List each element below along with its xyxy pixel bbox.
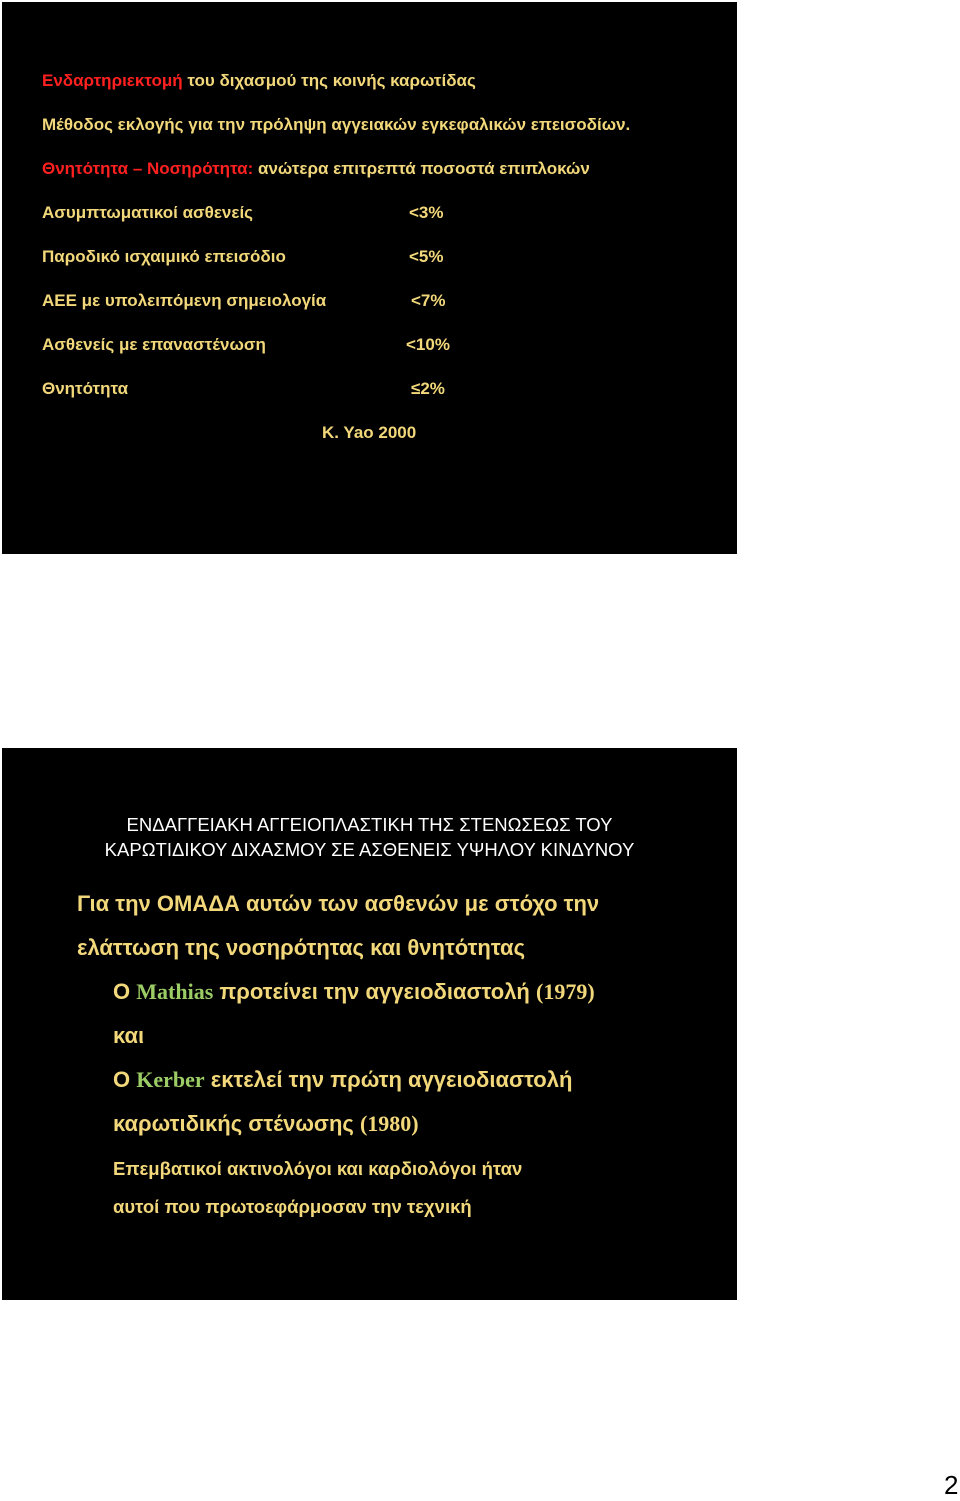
slide2-title-line2: ΚΑΡΩΤΙΔΙΚΟΥ ΔΙΧΑΣΜΟΥ ΣΕ ΑΣΘΕΝΕΙΣ ΥΨΗΛΟΥ ΚΙΝΔΥΝΟΥ — [104, 839, 635, 860]
mathias-name: Mathias — [136, 979, 214, 1004]
complication-label: Ασθενείς με επαναστένωση — [42, 335, 266, 354]
complication-label: Θνητότητα — [42, 379, 129, 398]
complication-value: <7% — [411, 291, 446, 310]
complication-label: Ασυμπτωματικοί ασθενείς — [42, 203, 254, 222]
mathias-year: (1979) — [536, 979, 595, 1004]
slide2-title-line1: ΕΝΔΑΓΓΕΙΑΚΗ ΑΓΓΕΙΟΠΛΑΣΤΙΚΗ ΤΗΣ ΣΤΕΝΩΣΕΩΣ ΤΟΥ — [126, 814, 613, 835]
complication-value: ≤2% — [411, 379, 445, 398]
slide1-line3: Θνητότητα – Νοσηρότητα: ανώτερα επιτρεπτά ποσοστά επιπλοκών — [42, 159, 590, 178]
slide-1 — [2, 2, 737, 554]
citation: K. Yao 2000 — [322, 423, 417, 442]
kerber-line: Ο Kerber εκτελεί την πρώτη αγγειοδιαστολή — [113, 1067, 573, 1092]
complication-value: <3% — [409, 203, 444, 222]
and-line: και — [113, 1023, 145, 1048]
complication-label: ΑΕΕ με υπολειπόμενη σημειολογία — [42, 291, 327, 310]
slide-2 — [2, 748, 737, 1300]
complication-value: <10% — [406, 335, 450, 354]
note-line1: Επεμβατικοί ακτινολόγοι και καρδιολόγοι ήταν — [113, 1158, 523, 1179]
complication-value: <5% — [409, 247, 444, 266]
kerber-year: (1980) — [359, 1111, 419, 1136]
kerber-name: Kerber — [136, 1067, 205, 1092]
complication-label: Παροδικό ισχαιμικό επεισόδιο — [42, 247, 286, 266]
mathias-line: Ο Mathias προτείνει την αγγειοδιαστολή (1979) — [113, 979, 595, 1004]
page-number: 2 — [944, 1470, 959, 1500]
slide1-line1: Ενδαρτηριεκτομή του διχασμού της κοινής καρωτίδας — [42, 71, 476, 90]
paragraph-line2: ελάττωση της νοσηρότητας και θνητότητας — [77, 935, 526, 960]
slide1-line2: Μέθοδος εκλογής για την πρόληψη αγγειακών εγκεφαλικών επεισοδίων. — [42, 115, 631, 134]
paragraph-line1: Για την ΟΜΑΔΑ αυτών των ασθενών με στόχο την — [77, 891, 600, 916]
note-line2: αυτοί που πρωτοεφάρμοσαν την τεχνική — [113, 1196, 472, 1217]
kerber-line2: καρωτιδικής στένωσης (1980) — [113, 1111, 419, 1136]
